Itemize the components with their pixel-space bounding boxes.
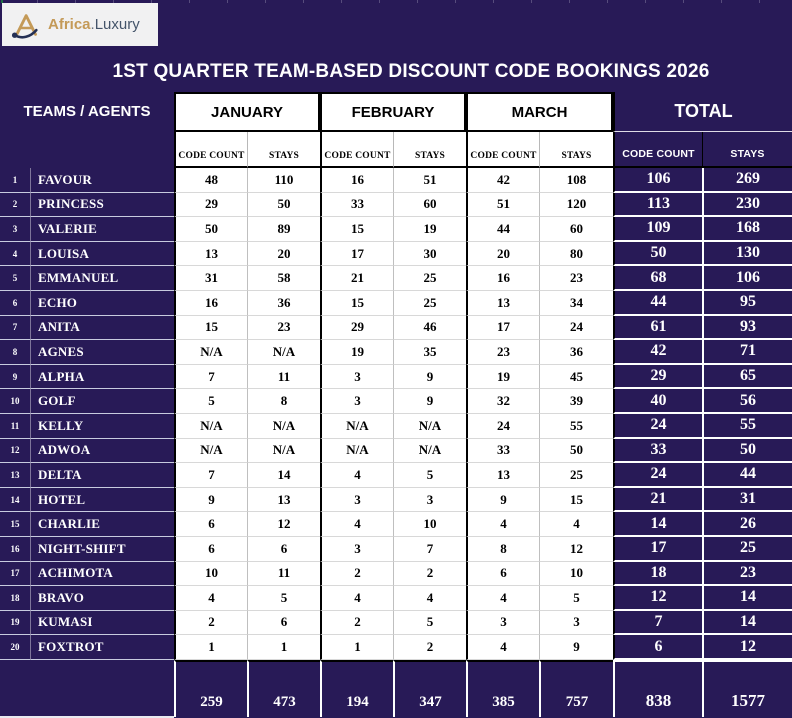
- month-data-cell: 4: [466, 512, 539, 537]
- total-code-count-cell: 21: [613, 488, 702, 513]
- team-name-cell: GOLF: [30, 389, 174, 414]
- month-data-cell: 3: [466, 611, 539, 636]
- row-number: 20: [0, 635, 30, 660]
- month-data-cell: 19: [320, 340, 393, 365]
- logo-word-luxury: Luxury: [94, 16, 140, 33]
- total-code-count-cell: 29: [613, 365, 702, 390]
- column-group-january: JANUARY: [174, 92, 320, 132]
- month-data-cell: 34: [539, 291, 613, 316]
- total-code-count-cell: 18: [613, 562, 702, 587]
- month-data-cell: 5: [247, 586, 320, 611]
- bookings-table: [0, 92, 792, 717]
- total-stays-cell: 14: [702, 586, 792, 611]
- footer-total-cell: 757: [539, 660, 613, 717]
- total-code-count-cell: 61: [613, 316, 702, 341]
- month-data-cell: 13: [466, 463, 539, 488]
- total-stays-cell: 23: [702, 562, 792, 587]
- month-data-cell: 11: [247, 365, 320, 390]
- month-data-cell: 33: [466, 439, 539, 464]
- row-number: 4: [0, 242, 30, 267]
- column-group-march: MARCH: [466, 92, 613, 132]
- month-data-cell: 80: [539, 242, 613, 267]
- month-data-cell: 16: [466, 266, 539, 291]
- subheader-jan-code-count: CODE COUNT: [174, 132, 247, 168]
- total-stays-cell: 26: [702, 512, 792, 537]
- month-data-cell: 4: [320, 586, 393, 611]
- month-data-cell: 13: [247, 488, 320, 513]
- team-name-cell: KUMASI: [30, 611, 174, 636]
- row-number: 1: [0, 168, 30, 193]
- month-data-cell: 15: [320, 217, 393, 242]
- month-data-cell: 16: [320, 168, 393, 193]
- subheader-feb-stays: STAYS: [393, 132, 466, 168]
- footer-total-cell: 194: [320, 660, 393, 717]
- month-data-cell: 42: [466, 168, 539, 193]
- column-group-total: TOTAL: [613, 92, 792, 132]
- month-data-cell: 60: [393, 193, 466, 218]
- month-data-cell: 6: [247, 537, 320, 562]
- month-data-cell: 21: [320, 266, 393, 291]
- total-stays-cell: 56: [702, 389, 792, 414]
- month-data-cell: 6: [247, 611, 320, 636]
- month-data-cell: 13: [466, 291, 539, 316]
- team-name-cell: ACHIMOTA: [30, 562, 174, 587]
- month-data-cell: N/A: [174, 439, 247, 464]
- month-data-cell: 2: [174, 611, 247, 636]
- row-number: 14: [0, 488, 30, 513]
- subheader-jan-stays: STAYS: [247, 132, 320, 168]
- month-data-cell: 9: [466, 488, 539, 513]
- month-data-cell: N/A: [393, 414, 466, 439]
- team-name-cell: HOTEL: [30, 488, 174, 513]
- row-number: 13: [0, 463, 30, 488]
- month-data-cell: 51: [466, 193, 539, 218]
- month-data-cell: 48: [174, 168, 247, 193]
- month-data-cell: 25: [393, 266, 466, 291]
- total-stays-cell: 71: [702, 340, 792, 365]
- month-data-cell: 39: [539, 389, 613, 414]
- month-data-cell: 30: [393, 242, 466, 267]
- month-data-cell: 32: [466, 389, 539, 414]
- row-number: 11: [0, 414, 30, 439]
- month-data-cell: 23: [466, 340, 539, 365]
- total-stays-cell: 12: [702, 635, 792, 660]
- month-data-cell: 25: [539, 463, 613, 488]
- total-code-count-cell: 24: [613, 414, 702, 439]
- month-data-cell: 24: [466, 414, 539, 439]
- month-data-cell: 4: [466, 635, 539, 660]
- month-data-cell: 2: [320, 562, 393, 587]
- team-name-cell: FOXTROT: [30, 635, 174, 660]
- month-data-cell: 60: [539, 217, 613, 242]
- total-stays-cell: 93: [702, 316, 792, 341]
- month-data-cell: 14: [247, 463, 320, 488]
- month-data-cell: 108: [539, 168, 613, 193]
- footer-total-cell: 347: [393, 660, 466, 717]
- month-data-cell: 36: [247, 291, 320, 316]
- total-code-count-cell: 24: [613, 463, 702, 488]
- month-data-cell: 9: [539, 635, 613, 660]
- month-data-cell: 29: [174, 193, 247, 218]
- month-data-cell: 2: [320, 611, 393, 636]
- month-data-cell: 89: [247, 217, 320, 242]
- month-data-cell: 9: [393, 389, 466, 414]
- total-stays-cell: 25: [702, 537, 792, 562]
- month-data-cell: 36: [539, 340, 613, 365]
- month-data-cell: 19: [393, 217, 466, 242]
- total-code-count-cell: 14: [613, 512, 702, 537]
- month-data-cell: 2: [393, 562, 466, 587]
- month-data-cell: 10: [539, 562, 613, 587]
- month-data-cell: N/A: [320, 414, 393, 439]
- month-data-cell: 10: [174, 562, 247, 587]
- month-data-cell: 4: [539, 512, 613, 537]
- team-name-cell: ALPHA: [30, 365, 174, 390]
- row-number: 9: [0, 365, 30, 390]
- total-stays-cell: 95: [702, 291, 792, 316]
- month-data-cell: 120: [539, 193, 613, 218]
- page-title: 1ST QUARTER TEAM-BASED DISCOUNT CODE BOOKINGS 2026: [112, 61, 710, 82]
- team-name-cell: DELTA: [30, 463, 174, 488]
- month-data-cell: 3: [320, 537, 393, 562]
- total-code-count-cell: 33: [613, 439, 702, 464]
- total-stays-cell: 55: [702, 414, 792, 439]
- month-data-cell: 4: [393, 586, 466, 611]
- team-name-cell: LOUISA: [30, 242, 174, 267]
- month-data-cell: 7: [174, 365, 247, 390]
- subheader-mar-stays: STAYS: [539, 132, 613, 168]
- subheader-mar-code-count: CODE COUNT: [466, 132, 539, 168]
- total-code-count-cell: 7: [613, 611, 702, 636]
- month-data-cell: 3: [393, 488, 466, 513]
- month-data-cell: 1: [247, 635, 320, 660]
- month-data-cell: 46: [393, 316, 466, 341]
- month-data-cell: 3: [320, 365, 393, 390]
- row-number: 17: [0, 562, 30, 587]
- month-data-cell: 16: [174, 291, 247, 316]
- month-data-cell: 3: [539, 611, 613, 636]
- row-number: 18: [0, 586, 30, 611]
- row-number: 2: [0, 193, 30, 218]
- row-number: 6: [0, 291, 30, 316]
- total-code-count-cell: 40: [613, 389, 702, 414]
- total-code-count-cell: 42: [613, 340, 702, 365]
- row-number: 3: [0, 217, 30, 242]
- total-code-count-cell: 113: [613, 193, 702, 218]
- month-data-cell: 6: [174, 512, 247, 537]
- logo-dot: .: [90, 16, 95, 33]
- team-name-cell: PRINCESS: [30, 193, 174, 218]
- total-stays-cell: 44: [702, 463, 792, 488]
- month-data-cell: 15: [174, 316, 247, 341]
- month-data-cell: 33: [320, 193, 393, 218]
- subheader-total-code-count: CODE COUNT: [613, 132, 702, 168]
- month-data-cell: 17: [320, 242, 393, 267]
- month-data-cell: 15: [320, 291, 393, 316]
- month-data-cell: 50: [174, 217, 247, 242]
- month-data-cell: 5: [393, 463, 466, 488]
- total-code-count-cell: 44: [613, 291, 702, 316]
- total-stays-cell: 269: [702, 168, 792, 193]
- row-number: 7: [0, 316, 30, 341]
- team-name-cell: NIGHT-SHIFT: [30, 537, 174, 562]
- month-data-cell: N/A: [247, 414, 320, 439]
- month-data-cell: 12: [247, 512, 320, 537]
- month-data-cell: 15: [539, 488, 613, 513]
- team-name-cell: EMMANUEL: [30, 266, 174, 291]
- footer-total-cell: 473: [247, 660, 320, 717]
- month-data-cell: 8: [247, 389, 320, 414]
- month-data-cell: 5: [393, 611, 466, 636]
- row-number: 16: [0, 537, 30, 562]
- team-name-cell: KELLY: [30, 414, 174, 439]
- month-data-cell: 17: [466, 316, 539, 341]
- month-data-cell: 7: [393, 537, 466, 562]
- total-stays-cell: 230: [702, 193, 792, 218]
- month-data-cell: 55: [539, 414, 613, 439]
- month-data-cell: 5: [174, 389, 247, 414]
- team-name-cell: FAVOUR: [30, 168, 174, 193]
- month-data-cell: 3: [320, 488, 393, 513]
- footer-total-cell: 259: [174, 660, 247, 717]
- footer-total-cell: 838: [613, 660, 702, 717]
- month-data-cell: 4: [466, 586, 539, 611]
- month-data-cell: 4: [320, 512, 393, 537]
- month-data-cell: 29: [320, 316, 393, 341]
- total-code-count-cell: 17: [613, 537, 702, 562]
- month-data-cell: 51: [393, 168, 466, 193]
- month-data-cell: 58: [247, 266, 320, 291]
- column-header-teams-agents: TEAMS / AGENTS: [0, 92, 174, 168]
- month-data-cell: 10: [393, 512, 466, 537]
- month-data-cell: 6: [174, 537, 247, 562]
- month-data-cell: 24: [539, 316, 613, 341]
- subheader-feb-code-count: CODE COUNT: [320, 132, 393, 168]
- month-data-cell: 19: [466, 365, 539, 390]
- month-data-cell: 9: [174, 488, 247, 513]
- month-data-cell: N/A: [247, 340, 320, 365]
- month-data-cell: 1: [320, 635, 393, 660]
- total-stays-cell: 31: [702, 488, 792, 513]
- month-data-cell: 110: [247, 168, 320, 193]
- total-code-count-cell: 109: [613, 217, 702, 242]
- team-name-cell: VALERIE: [30, 217, 174, 242]
- month-data-cell: 23: [247, 316, 320, 341]
- footer-total-cell: 1577: [702, 660, 792, 717]
- row-number: 5: [0, 266, 30, 291]
- month-data-cell: 23: [539, 266, 613, 291]
- total-stays-cell: 106: [702, 266, 792, 291]
- month-data-cell: 11: [247, 562, 320, 587]
- month-data-cell: 12: [539, 537, 613, 562]
- company-logo: [2, 3, 158, 46]
- total-code-count-cell: 68: [613, 266, 702, 291]
- total-stays-cell: 14: [702, 611, 792, 636]
- total-code-count-cell: 12: [613, 586, 702, 611]
- logo-wordmark: [48, 16, 140, 33]
- column-group-february: FEBRUARY: [320, 92, 466, 132]
- africa-luxury-logo-icon: [10, 9, 44, 41]
- month-data-cell: 8: [466, 537, 539, 562]
- row-number: 8: [0, 340, 30, 365]
- month-data-cell: 9: [393, 365, 466, 390]
- total-code-count-cell: 50: [613, 242, 702, 267]
- month-data-cell: 2: [393, 635, 466, 660]
- team-name-cell: BRAVO: [30, 586, 174, 611]
- month-data-cell: 7: [174, 463, 247, 488]
- total-stays-cell: 130: [702, 242, 792, 267]
- total-stays-cell: 168: [702, 217, 792, 242]
- footer-total-cell: 385: [466, 660, 539, 717]
- month-data-cell: 45: [539, 365, 613, 390]
- month-data-cell: N/A: [320, 439, 393, 464]
- subheader-total-stays: STAYS: [702, 132, 792, 168]
- month-data-cell: 5: [539, 586, 613, 611]
- total-stays-cell: 65: [702, 365, 792, 390]
- month-data-cell: 6: [466, 562, 539, 587]
- team-name-cell: ADWOA: [30, 439, 174, 464]
- month-data-cell: 20: [466, 242, 539, 267]
- month-data-cell: 13: [174, 242, 247, 267]
- month-data-cell: 25: [393, 291, 466, 316]
- total-code-count-cell: 6: [613, 635, 702, 660]
- row-number: 12: [0, 439, 30, 464]
- month-data-cell: 1: [174, 635, 247, 660]
- month-data-cell: 50: [539, 439, 613, 464]
- month-data-cell: 4: [320, 463, 393, 488]
- month-data-cell: N/A: [174, 414, 247, 439]
- row-number: 19: [0, 611, 30, 636]
- team-name-cell: AGNES: [30, 340, 174, 365]
- month-data-cell: 3: [320, 389, 393, 414]
- month-data-cell: N/A: [174, 340, 247, 365]
- row-number: 15: [0, 512, 30, 537]
- month-data-cell: 4: [174, 586, 247, 611]
- month-data-cell: 20: [247, 242, 320, 267]
- month-data-cell: N/A: [393, 439, 466, 464]
- row-number: 10: [0, 389, 30, 414]
- month-data-cell: 50: [247, 193, 320, 218]
- team-name-cell: ECHO: [30, 291, 174, 316]
- team-name-cell: CHARLIE: [30, 512, 174, 537]
- team-name-cell: ANITA: [30, 316, 174, 341]
- total-stays-cell: 50: [702, 439, 792, 464]
- logo-word-africa: Africa: [48, 16, 91, 33]
- month-data-cell: 31: [174, 266, 247, 291]
- month-data-cell: 44: [466, 217, 539, 242]
- footer-empty-block: [0, 660, 174, 717]
- month-data-cell: 35: [393, 340, 466, 365]
- total-code-count-cell: 106: [613, 168, 702, 193]
- month-data-cell: N/A: [247, 439, 320, 464]
